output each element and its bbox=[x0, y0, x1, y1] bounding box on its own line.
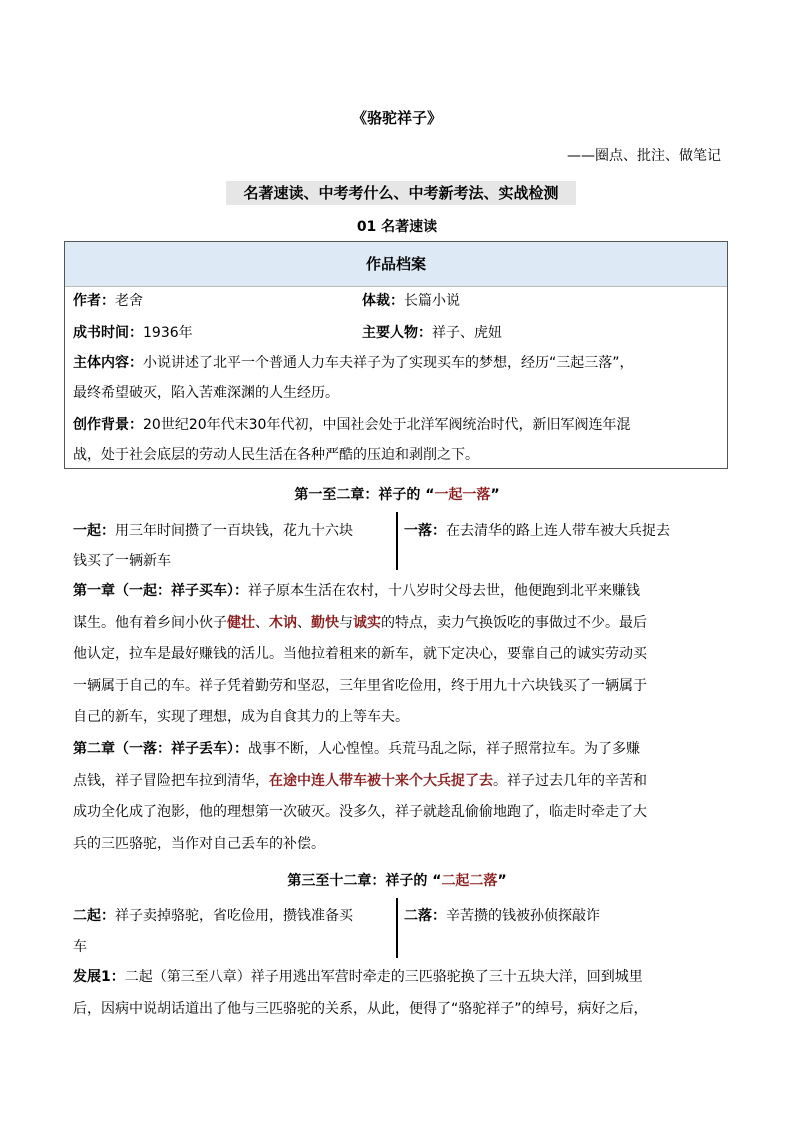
author-value: 老舍 bbox=[115, 293, 143, 309]
profile-characters bbox=[362, 322, 502, 342]
ch2-line4: 兵的三匹骆驼，当作对自己丢车的补偿。 bbox=[73, 835, 325, 852]
dev-tag: 二起（第三至八章） bbox=[124, 969, 251, 985]
keyword-honest: 诚实 bbox=[353, 614, 381, 631]
profile-time bbox=[73, 322, 193, 342]
profile-author bbox=[73, 290, 143, 310]
profile-content-line2: 最终希望破灭，陷入苦难深渊的人生经历。 bbox=[73, 385, 339, 401]
part2-heading-key: 二起二落 bbox=[441, 873, 498, 889]
dev-text1: 祥子用逃出军营时牵走的三匹骆驼换了三十五块大洋，回到城里 bbox=[250, 969, 643, 985]
part2-rise-label: 二起： bbox=[73, 908, 115, 924]
ch1-sep2: 、 bbox=[297, 614, 311, 631]
part1-heading bbox=[0, 484, 794, 504]
doc-title: 《骆驼祥子》 bbox=[351, 109, 442, 127]
ch2-text2b: 。祥子过去几年的辛苦和 bbox=[493, 772, 647, 789]
part1-fall-text: 在去清华的路上连人带车被大兵捉去 bbox=[446, 523, 670, 539]
part2-fall bbox=[404, 905, 600, 925]
part1-heading-close: ” bbox=[490, 487, 500, 503]
ch1-text2b: 的特点，卖力气换饭吃的事做过不少。最后 bbox=[381, 614, 647, 631]
part2-rise-text: 祥子卖掉骆驼，省吃俭用，攒钱准备买 bbox=[115, 908, 353, 924]
profile-background-line1 bbox=[73, 414, 630, 434]
keyword-taciturn: 木讷 bbox=[269, 614, 297, 631]
genre-value: 长篇小说 bbox=[404, 293, 460, 309]
part1-rise-text: 用三年时间攒了一百块钱，花九十六块 bbox=[115, 523, 353, 539]
ch1-sep3: 与 bbox=[339, 614, 353, 631]
part2-heading-close: ” bbox=[497, 873, 507, 889]
section-banner: 名著速读、中考考什么、中考新考法、实战检测 bbox=[226, 181, 576, 205]
characters-value: 祥子、虎妞 bbox=[432, 325, 502, 341]
part1-heading-key: 一起一落 bbox=[434, 487, 491, 503]
ch1-line5: 自己的新车，实现了理想，成为自食其力的上等车夫。 bbox=[73, 709, 409, 725]
part1-fall-label: 一落： bbox=[404, 523, 446, 539]
part1-rise-label: 一起： bbox=[73, 523, 115, 539]
background-label: 创作背景： bbox=[73, 417, 143, 433]
ch1-label: 第一章（一起：祥子买车）： bbox=[73, 583, 248, 599]
ch2-line3: 成功全化成了泡影，他的理想第一次破灭。没多久，祥子就趁乱偷偷地跑了，临走时牵走了大 bbox=[73, 804, 647, 820]
content-label: 主体内容： bbox=[73, 355, 143, 371]
part1-rise-line1 bbox=[73, 520, 353, 540]
ch2-line1 bbox=[73, 734, 723, 766]
part2-rise-line2: 车 bbox=[73, 939, 87, 955]
keyword-diligent: 勤快 bbox=[311, 614, 339, 631]
part2-divider bbox=[396, 898, 398, 958]
dev-label: 发展1： bbox=[73, 969, 125, 985]
ch1-line2 bbox=[73, 608, 723, 640]
part1-rise-line2: 钱买了一辆新车 bbox=[73, 553, 171, 569]
ch2-label: 第二章（一落：祥子丢车）： bbox=[73, 741, 248, 757]
part2-heading bbox=[0, 870, 794, 890]
part1-fall bbox=[404, 520, 670, 540]
profile-content-line1 bbox=[73, 352, 634, 372]
keyword-sturdy: 健壮 bbox=[227, 614, 255, 631]
time-label: 成书时间： bbox=[73, 325, 143, 341]
ch1-sep1: 、 bbox=[255, 614, 269, 631]
ch1-text1: 祥子原本生活在农村，十八岁时父母去世，他便跑到北平来赚钱 bbox=[248, 583, 640, 599]
dev-line1 bbox=[73, 962, 723, 994]
genre-label: 体裁： bbox=[362, 293, 404, 309]
author-label: 作者： bbox=[73, 293, 115, 309]
ch2-line2 bbox=[73, 766, 723, 798]
part1-divider bbox=[396, 512, 398, 570]
part2-heading-text: 第三至十二章：祥子的 “ bbox=[287, 873, 442, 889]
part2-rise-line1 bbox=[73, 905, 353, 925]
content-text: 小说讲述了北平一个普通人力车夫祥子为了实现买车的梦想，经历“三起三落”， bbox=[143, 355, 634, 371]
chapter2-summary bbox=[73, 734, 723, 860]
development1-summary bbox=[73, 962, 723, 1025]
part2-fall-label: 二落： bbox=[404, 908, 446, 924]
profile-background-line2: 战，处于社会底层的劳动人民生活在各种严酷的压迫和剥削之下。 bbox=[73, 447, 479, 463]
profile-genre bbox=[362, 290, 460, 310]
dev-line2: 后，因病中说胡话道出了他与三匹骆驼的关系，从此，便得了“骆驼祥子”的绰号，病好之后， bbox=[73, 1000, 648, 1017]
ch2-text2a: 点钱，祥子冒险把车拉到清华， bbox=[73, 772, 269, 789]
ch1-line1 bbox=[73, 576, 723, 608]
chapter1-summary bbox=[73, 576, 723, 734]
ch1-line3: 他认定，拉车是最好赚钱的活儿。当他拉着租来的新车，就下定决心，要靠自己的诚实劳动买 bbox=[73, 646, 647, 662]
ch2-text1: 战事不断，人心惶惶。兵荒马乱之际，祥子照常拉车。为了多赚 bbox=[248, 741, 640, 757]
section-01-heading: 01 名著速读 bbox=[356, 219, 438, 235]
time-value: 1936年 bbox=[143, 325, 193, 341]
ch1-text2a: 谋生。他有着乡间小伙子 bbox=[73, 614, 227, 631]
characters-label: 主要人物： bbox=[362, 325, 432, 341]
part1-heading-text: 第一至二章：祥子的 “ bbox=[294, 487, 435, 503]
ch2-key-event: 在途中连人带车被十来个大兵捉了去 bbox=[269, 772, 493, 789]
part2-fall-text: 辛苦攒的钱被孙侦探敲诈 bbox=[446, 908, 600, 924]
doc-subtitle: ——圈点、批注、做笔记 bbox=[567, 148, 721, 164]
profile-header: 作品档案 bbox=[65, 242, 727, 287]
ch1-line4: 一辆属于自己的车。祥子凭着勤劳和坚忍，三年里省吃俭用，终于用九十六块钱买了一辆属于 bbox=[73, 677, 647, 694]
background-text: 20世纪20年代末30年代初，中国社会处于北洋军阀统治时代，新旧军阀连年混 bbox=[143, 417, 631, 433]
